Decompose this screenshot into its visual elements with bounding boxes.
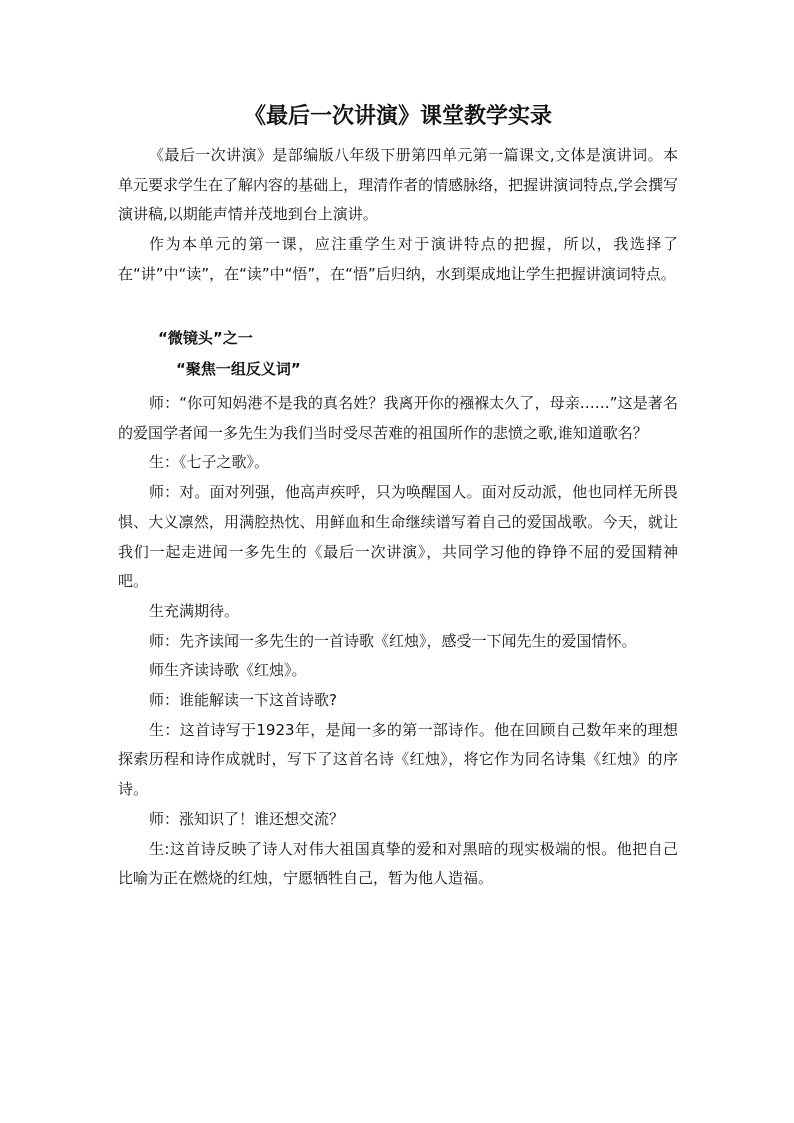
dialogue-section (118, 389, 678, 894)
section-heading: “微镜头”之一 (158, 329, 253, 347)
dialogue-paragraph: 师：对。面对列强，他高声疾呼，只为唤醒国人。面对反动派，他也同样无所畏惧、大义凛然，用满腔热忱、用鲜血和生命继续谱写着自己的爱国战歌。今天，就让我们一起走进闻一多先生的《最后一次讲演》，共同学习他的铮铮不屈的爱国精神吧。 (118, 483, 678, 591)
dialogue-paragraph: 师生齐读诗歌《红烛》。 (149, 661, 307, 680)
dialogue-paragraph: 师：涨知识了！谁还想交流？ (149, 809, 345, 828)
dialogue-paragraph: 生:这首诗反映了诗人对伟大祖国真挚的爱和对黑暗的现实极端的恨。他把自己比喻为正在燃烧的红烛，宁愿牺牲自己，暂为他人造福。 (118, 839, 678, 888)
dialogue-paragraph: 生：这首诗写于1923年，是闻一多的第一部诗作。他在回顾自己数年来的理想探索历程和诗作成就时，写下了这首名诗《红烛》，将它作为同名诗集《红烛》的序诗。 (118, 720, 678, 799)
intro-paragraph: 《最后一次讲演》是部编版八年级下册第四单元第一篇课文,文体是演讲词。本单元要求学生在了解内容的基础上，理清作者的情感脉络，把握讲演词特点,学会撰写演讲稿,以期能声情并茂地到台上演讲。 (118, 146, 678, 224)
intro-section (118, 141, 678, 290)
section-subheading: “聚焦一组反义词” (176, 360, 301, 378)
dialogue-paragraph: 师：谁能解读一下这首诗歌? (149, 691, 337, 710)
document-title: 《最后一次讲演》课堂教学实录 (243, 104, 552, 129)
dialogue-paragraph: 师：先齐读闻一多先生的一首诗歌《红烛》，感受一下闻先生的爱国情怀。 (149, 631, 637, 650)
dialogue-paragraph: 生：《七子之歌》。 (149, 453, 270, 472)
dialogue-paragraph: 生充满期待。 (149, 601, 240, 620)
intro-paragraph: 作为本单元的第一课，应注重学生对于演讲特点的把握，所以，我选择了在“讲”中“读”，在“读”中“悟”，在“悟”后归纳，水到渠成地让学生把握讲演词特点。 (118, 235, 678, 283)
dialogue-paragraph: 师：“你可知妈港不是我的真名姓？我离开你的襁褓太久了，母亲……”这是著名的爱国学者闻一多先生为我们当时受尽苦难的祖国所作的悲愤之歌,谁知道歌名？ (118, 394, 678, 442)
